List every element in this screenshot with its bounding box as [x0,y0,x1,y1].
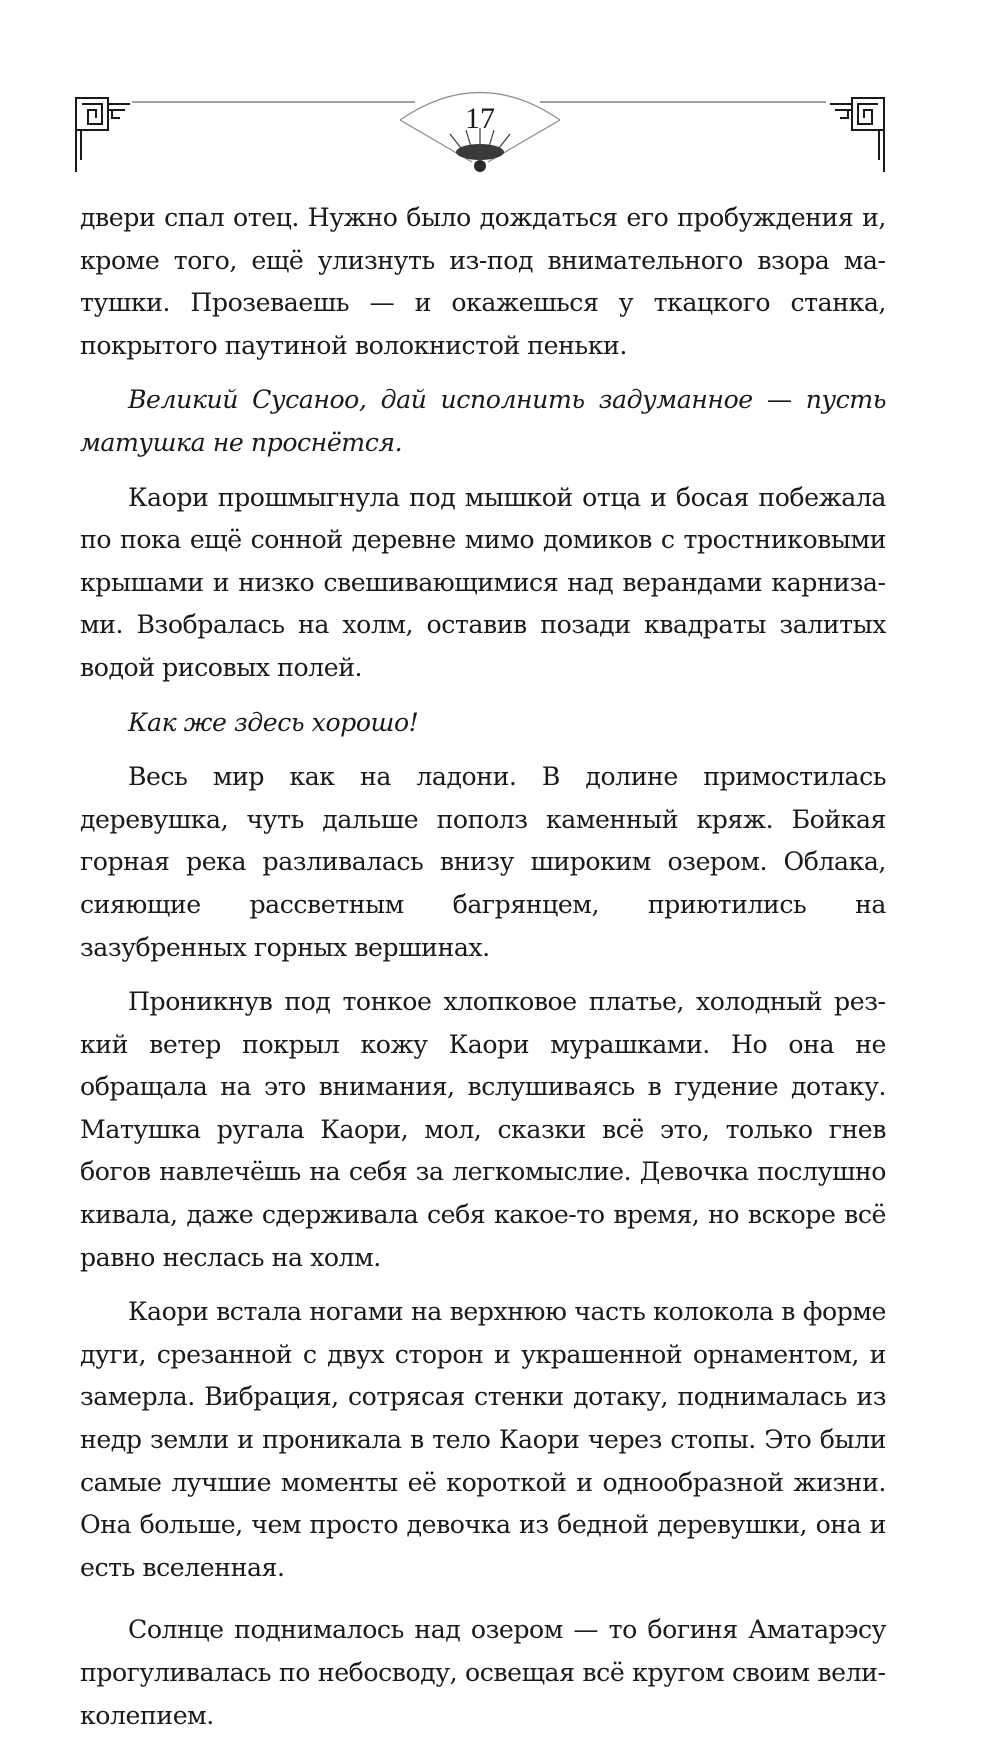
page-number: 17 [465,102,495,135]
page-header [70,80,890,190]
paragraph: Солнце поднималось над озером — то богиня Аматарэсу прогуливалась по небосводу, освещая всё кругом своим великолепием. [80,1615,886,1730]
paragraph: Каори встала ногами на верхнюю часть колокола в форме дуги, срезанной с двух сторон и украшенной орнаментом, и замерла. Вибрация, сотрясая стенки дотаку, поднималась из недр земли и проникала в тело Каори через стопы. Это были самые лучшие моменты её короткой и однообразной жизни. Она больше, чем просто девочка из бедной деревушки, она и есть вселенная. [80,1297,886,1582]
paragraph: двери спал отец. Нужно было дождаться его пробуждения и, кроме того, ещё улизнуть из-под внимательного взора матушки. Прозеваешь — и окажешься у ткацкого станка, покрытого паутиной волокнистой пеньки. [80,203,886,360]
paragraph: Весь мир как на ладони. В долине примостилась деревушка, чуть дальше пополз каменный кряж. Бойкая горная река разливалась внизу широким озером. Облака, сияющие рассветным багрянцем, приютились на зазубренных горных вершинах. [80,762,886,962]
paragraph: Проникнув под тонкое хлопковое платье, холодный резкий ветер покрыл кожу Каори мурашками. Но она не обращала на это внимания, вслушиваясь в гудение дотаку. Матушка ругала Каори, мол, сказки всё это, только гнев богов навлечёшь на себя за легкомыслие. Девочка послушно кивала, даже сдерживала себя какое-то время, но вскоре всё равно неслась на холм. [80,987,886,1272]
paragraph: Каори прошмыгнула под мышкой отца и босая побежала по пока ещё сонной деревне мимо домиков с тростниковыми крышами и низко свешивающимися над верандами карнизами. Взобралась на холм, оставив позади квадраты залитых водой рисовых полей. [80,482,886,682]
italic-paragraph: Как же здесь хорошо! [128,707,419,737]
italic-paragraph: Великий Сусаноо, дай исполнить задуманное — пусть матушка не проснётся. [80,385,886,457]
body-text [80,197,886,1749]
